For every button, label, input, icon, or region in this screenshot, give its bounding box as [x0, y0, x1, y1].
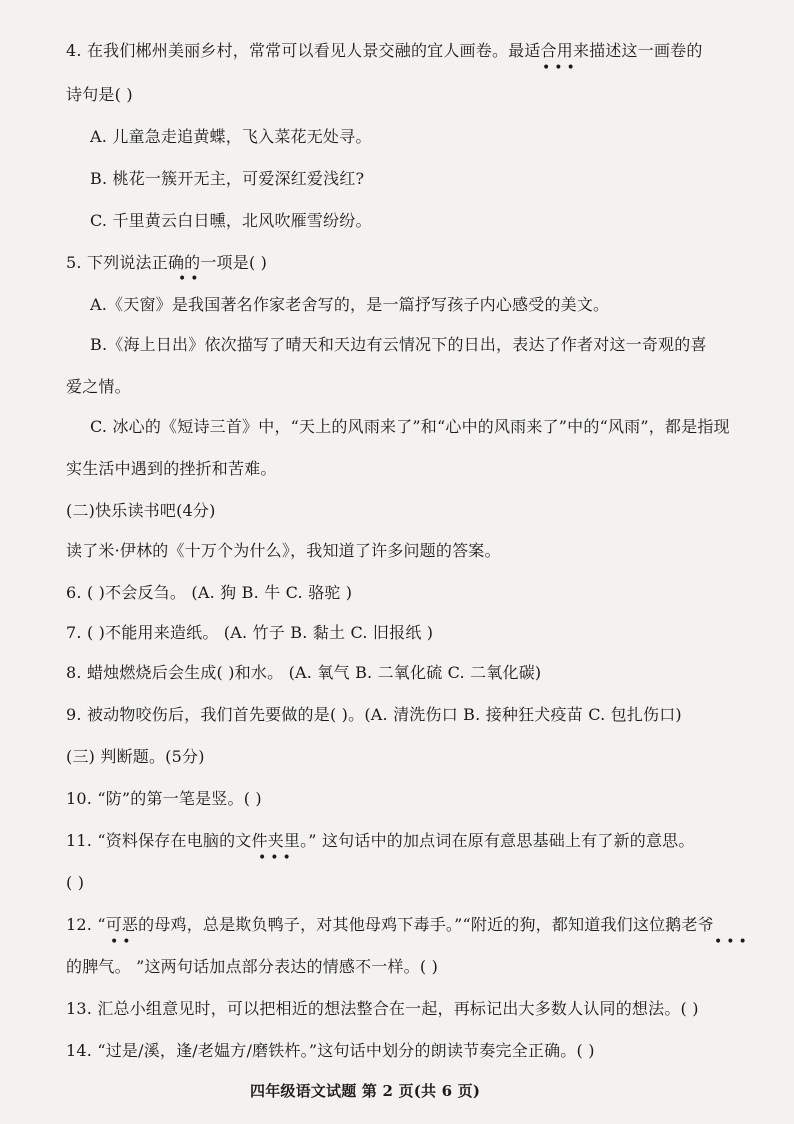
section-intro: 读了米·伊林的《十万个为什么》，我知道了许多问题的答案。: [66, 541, 501, 560]
section-heading: (三) 判断题。(5分): [66, 747, 205, 766]
question-9: 9. 被动物咬伤后，我们首先要做的是( )。(A. 清洗伤口 B. 接种狂犬疫苗 C. 包扎伤口): [66, 705, 682, 724]
question-12-cont: 的脾气。 ”这两句话加点部分表达的情感不一样。( ): [66, 957, 439, 976]
emphasis-dots: •••: [258, 850, 295, 866]
question-12: 12. “可恶的母鸡，总是欺负鸭子，对其他母鸡下毒手。”“附近的狗，都知道我们这位鹅老爷: [66, 915, 714, 934]
question-8: 8. 蜡烛燃烧后会生成( )和水。 (A. 氧气 B. 二氧化硫 C. 二氧化碳): [66, 663, 542, 682]
question-13: 13. 汇总小组意见时，可以把相近的想法整合在一起，再标记出大多数人认同的想法。( ): [66, 999, 699, 1018]
question-4-stem-cont: 诗句是( ): [66, 85, 133, 104]
emphasis-dots: ••: [110, 934, 135, 950]
question-4-stem: 4. 在我们郴州美丽乡村，常常可以看见人景交融的宜人画卷。最适合用来描述这一画卷的: [66, 41, 703, 60]
question-4-option-c: C. 千里黄云白日曛，北风吹雁雪纷纷。: [90, 211, 372, 230]
question-5-option-a: A.《天窗》是我国著名作家老舍写的，是一篇抒写孩子内心感受的美文。: [90, 295, 610, 314]
question-5-option-c-cont: 实生活中遇到的挫折和苦难。: [66, 459, 277, 478]
question-7: 7. ( )不能用来造纸。 (A. 竹子 B. 黏土 C. 旧报纸 ): [66, 623, 434, 642]
question-5-option-b-cont: 爱之情。: [66, 377, 131, 396]
question-5-option-b: B.《海上日出》依次描写了晴天和天边有云情况下的日出，表达了作者对这一奇观的喜: [90, 335, 707, 354]
question-4-option-a: A. 儿童急走追黄蝶，飞入菜花无处寻。: [90, 127, 372, 146]
question-10: 10. “防”的第一笔是竖。( ): [66, 789, 262, 808]
question-5-stem: 5. 下列说法正确的一项是( ): [66, 253, 268, 272]
emphasis-dots: •••: [714, 934, 751, 950]
question-14: 14. “过是/溪，逢/老媪方/磨铁杵。”这句话中划分的朗读节奏完全正确。( ): [66, 1041, 595, 1060]
page-footer: 四年级语文试题 第 2 页(共 6 页): [250, 1082, 481, 1100]
question-4-option-b: B. 桃花一簇开无主，可爱深红爱浅红?: [90, 169, 365, 188]
question-5-option-c: C. 冰心的《短诗三首》中，“天上的风雨来了”和“心中的风雨来了”中的“风雨”，都是指现: [90, 417, 730, 436]
question-11: 11. “资料保存在电脑的文件夹里。” 这句话中的加点词在原有意思基础上有了新的意思。: [66, 831, 695, 850]
section-heading: (二)快乐读书吧(4分): [66, 501, 216, 520]
emphasis-dots: •••: [542, 60, 579, 76]
question-6: 6. ( )不会反刍。 (A. 狗 B. 牛 C. 骆驼 ): [66, 583, 353, 602]
emphasis-dots: ••: [178, 271, 203, 287]
question-11-cont: ( ): [66, 873, 85, 892]
